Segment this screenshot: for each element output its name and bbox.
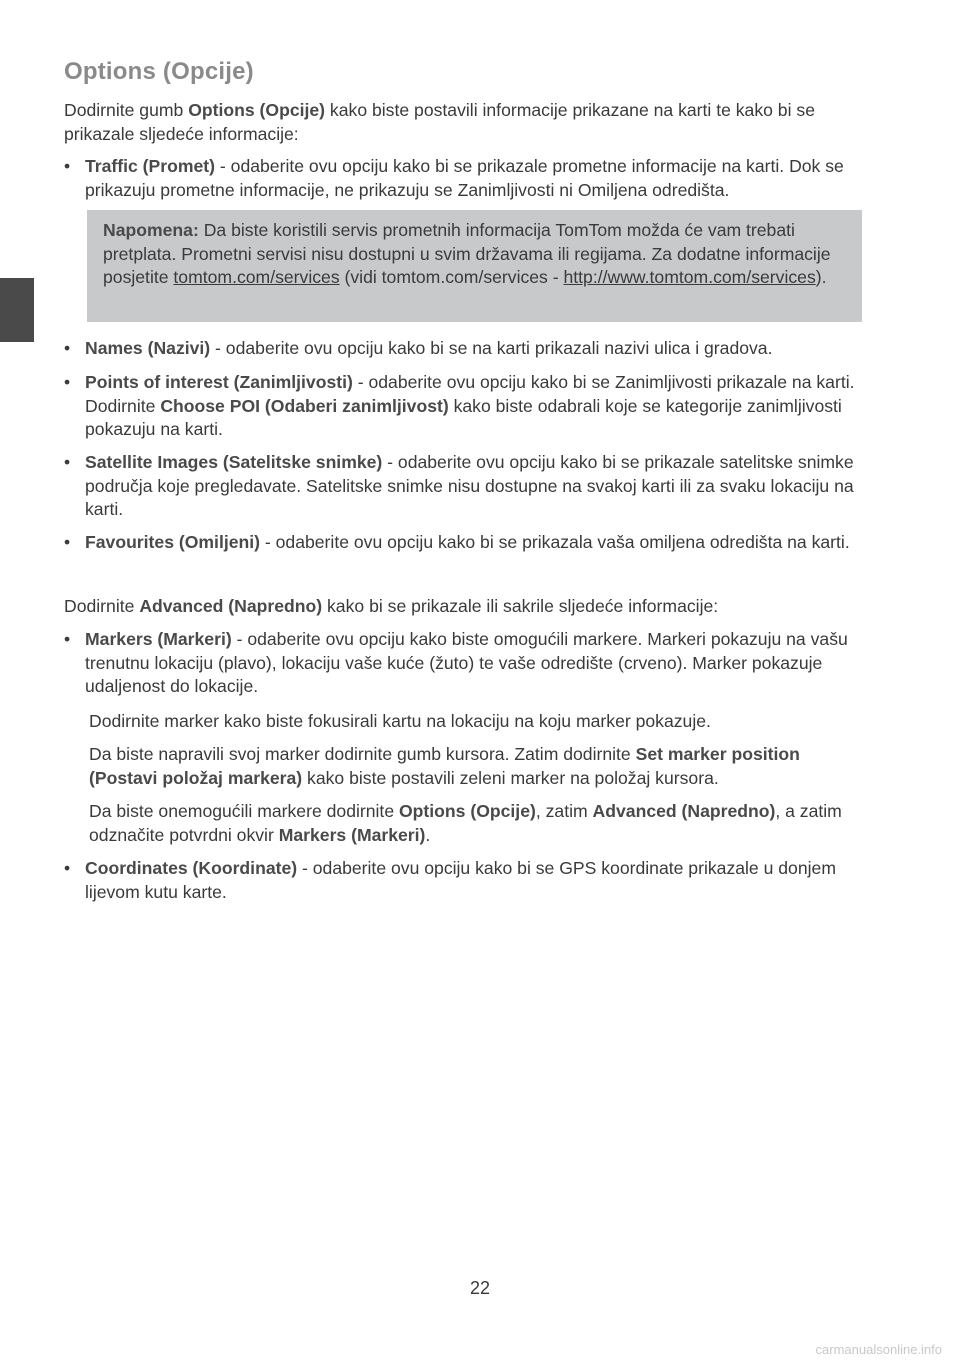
bullet-icon: •: [64, 532, 71, 552]
satellite-item: Satellite Images (Satelitske snimke) - odaberite ovu opciju kako bi se prikazale satelitske snimke područja koje pregledavate. Satelitske snimke nisu dostupne na svakoj karti ili za svaku lokaciju na karti.: [85, 452, 854, 519]
markers-paragraph-3: Da biste onemogućili markere dodirnite Options (Opcije), zatim Advanced (Napredno), a zatim odznačite potvrdni okvir Markers (Markeri).: [89, 801, 842, 845]
poi-item: Points of interest (Zanimljivosti) - odaberite ovu opciju kako bi se Zanimljivosti prikazale na karti. Dodirnite Choose POI (Odaberi zanimljivost) kako biste odabrali koje se kategorije zanimljivosti pokazuju na karti.: [85, 372, 855, 439]
markers-paragraph-2: Da biste napravili svoj marker dodirnite gumb kursora. Zatim dodirnite Set marker position (Postavi položaj markera) kako biste postavili zeleni marker na položaj kursora.: [89, 744, 800, 788]
services-link[interactable]: tomtom.com/services: [173, 267, 340, 287]
services-url-link[interactable]: http://www.tomtom.com/services: [563, 267, 816, 287]
advanced-paragraph: Dodirnite Advanced (Napredno) kako bi se prikazale ili sakrile sljedeće informacije:: [64, 596, 719, 616]
bullet-icon: •: [64, 156, 71, 176]
bullet-icon: •: [64, 858, 71, 878]
watermark: carmanualsonline.info: [815, 1342, 942, 1357]
page-title: Options (Opcije): [64, 58, 254, 85]
coordinates-item: Coordinates (Koordinate) - odaberite ovu opciju kako bi se GPS koordinate prikazale u donjem lijevom kutu karte.: [85, 858, 836, 902]
chapter-tab: [0, 278, 34, 342]
bullet-icon: •: [64, 338, 71, 358]
intro-paragraph: Dodirnite gumb Options (Opcije) kako biste postavili informacije prikazane na karti te kako bi se prikazale sljedeće informacije:: [64, 100, 815, 144]
note-text: Napomena: Da biste koristili servis prometnih informacija TomTom možda će vam trebati pretplata. Prometni servisi nisu dostupni u svim državama ili regijama. Za dodatne informacije posjetite tomtom.com/services (vidi tomtom.com/services - http://www.tomtom.com/services).: [103, 220, 831, 287]
markers-paragraph-1: Dodirnite marker kako biste fokusirali kartu na lokaciju na koju marker pokazuje.: [89, 711, 711, 731]
markers-item: Markers (Markeri) - odaberite ovu opciju kako biste omogućili markere. Markeri pokazuju na vašu trenutnu lokaciju (plavo), lokaciju vaše kuće (žuto) te vaše odredište (crveno). Marker pokazuje udaljenost do lokacije.: [85, 629, 848, 696]
bullet-icon: •: [64, 452, 71, 472]
bullet-icon: •: [64, 629, 71, 649]
page-number: 22: [469, 1278, 491, 1298]
bullet-icon: •: [64, 372, 71, 392]
traffic-item: Traffic (Promet) - odaberite ovu opciju kako bi se prikazale prometne informacije na karti. Dok se prikazuju prometne informacije, ne prikazuju se Zanimljivosti ni Omiljena odredišta.: [85, 156, 844, 200]
note-box: [87, 210, 862, 322]
favourites-item: Favourites (Omiljeni) - odaberite ovu opciju kako bi se prikazala vaša omiljena odredišta na karti.: [85, 532, 850, 552]
names-item: Names (Nazivi) - odaberite ovu opciju kako bi se na karti prikazali nazivi ulica i gradova.: [85, 338, 773, 358]
